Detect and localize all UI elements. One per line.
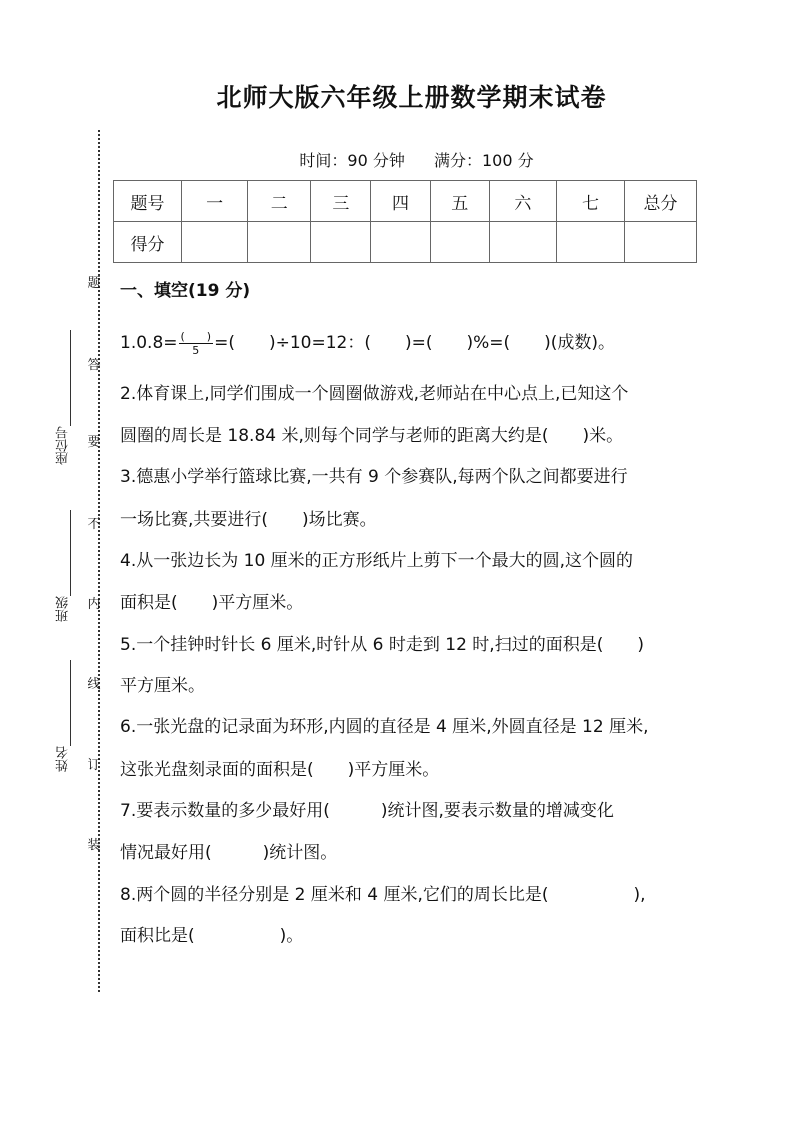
question-6-line-1: 6.一张光盘的记录面为环形,内圆的直径是 4 厘米,外圆直径是 12 厘米, bbox=[120, 717, 649, 737]
question-2-line-2: 圆圈的周长是 18.84 米,则每个同学与老师的距离大约是( )米。 bbox=[120, 426, 624, 446]
header-cell: 四 bbox=[371, 181, 430, 222]
q1-suffix: =( )÷10=12：( )=( )%=( )(成数)。 bbox=[214, 333, 616, 353]
q1-prefix: 1.0.8= bbox=[120, 333, 178, 353]
binding-char: 题 bbox=[87, 276, 101, 291]
header-cell: 总分 bbox=[624, 181, 696, 222]
section-heading: 一、填空(19 分) bbox=[120, 281, 251, 301]
score-cell[interactable] bbox=[182, 222, 248, 263]
exam-time: 时间：90 分钟 bbox=[299, 151, 405, 170]
score-cell[interactable] bbox=[248, 222, 311, 263]
binding-char: 不 bbox=[87, 517, 101, 532]
question-5-line-2: 平方厘米。 bbox=[120, 676, 205, 696]
header-cell: 一 bbox=[182, 181, 248, 222]
header-cell: 六 bbox=[489, 181, 556, 222]
score-cell[interactable] bbox=[430, 222, 489, 263]
binding-char: 装 bbox=[87, 838, 101, 853]
q1-fraction-numerator: ( ) bbox=[180, 329, 212, 343]
binding-char: 答 bbox=[87, 358, 101, 373]
score-cell[interactable] bbox=[489, 222, 556, 263]
binding-char: 要 bbox=[87, 435, 101, 450]
question-3-line-2: 一场比赛,共要进行( )场比赛。 bbox=[120, 510, 377, 530]
score-cell[interactable] bbox=[556, 222, 624, 263]
class-blank bbox=[70, 510, 71, 596]
question-4-line-2: 面积是( )平方厘米。 bbox=[120, 593, 304, 613]
score-table bbox=[113, 180, 697, 263]
question-4-line-1: 4.从一张边长为 10 厘米的正方形纸片上剪下一个最大的圆,这个圆的 bbox=[120, 551, 634, 571]
binding-char: 内 bbox=[87, 597, 101, 612]
page-title: 北师大版六年级上册数学期末试卷 bbox=[216, 83, 607, 112]
name-label: 姓名 bbox=[56, 746, 71, 772]
score-cell[interactable] bbox=[371, 222, 430, 263]
score-table-score-row bbox=[114, 222, 697, 263]
question-2-line-1: 2.体育课上,同学们围成一个圆圈做游戏,老师站在中心点上,已知这个 bbox=[120, 384, 629, 404]
class-label: 班级 bbox=[56, 596, 71, 622]
header-cell: 七 bbox=[556, 181, 624, 222]
seat-number-label: 座位号 bbox=[56, 426, 71, 465]
question-7-line-2: 情况最好用( )统计图。 bbox=[120, 843, 338, 863]
header-cell: 二 bbox=[248, 181, 311, 222]
exam-meta bbox=[0, 148, 793, 171]
question-5-line-1: 5.一个挂钟时针长 6 厘米,时针从 6 时走到 12 时,扫过的面积是( ) bbox=[120, 635, 644, 655]
question-1 bbox=[120, 328, 615, 357]
binding-char: 线 bbox=[87, 677, 101, 692]
score-cell[interactable] bbox=[311, 222, 371, 263]
question-8-line-2: 面积比是( )。 bbox=[120, 926, 304, 946]
question-3-line-1: 3.德惠小学举行篮球比赛,一共有 9 个参赛队,每两个队之间都要进行 bbox=[120, 467, 628, 487]
binding-dotted-line bbox=[98, 130, 100, 992]
exam-full-score: 满分：100 分 bbox=[433, 151, 534, 170]
score-table-header-row bbox=[114, 181, 697, 222]
question-8-line-1: 8.两个圆的半径分别是 2 厘米和 4 厘米,它们的周长比是( ), bbox=[120, 885, 646, 905]
seat-number-blank bbox=[70, 330, 71, 426]
header-cell: 题号 bbox=[114, 181, 182, 222]
binding-char: 订 bbox=[87, 758, 101, 773]
header-cell: 三 bbox=[311, 181, 371, 222]
score-row-label: 得分 bbox=[114, 222, 182, 263]
q1-fraction bbox=[179, 330, 214, 357]
name-blank bbox=[70, 660, 71, 746]
question-7-line-1: 7.要表示数量的多少最好用( )统计图,要表示数量的增减变化 bbox=[120, 801, 614, 821]
header-cell: 五 bbox=[430, 181, 489, 222]
score-cell[interactable] bbox=[624, 222, 696, 263]
question-6-line-2: 这张光盘刻录面的面积是( )平方厘米。 bbox=[120, 760, 440, 780]
q1-fraction-denominator: 5 bbox=[192, 343, 200, 357]
